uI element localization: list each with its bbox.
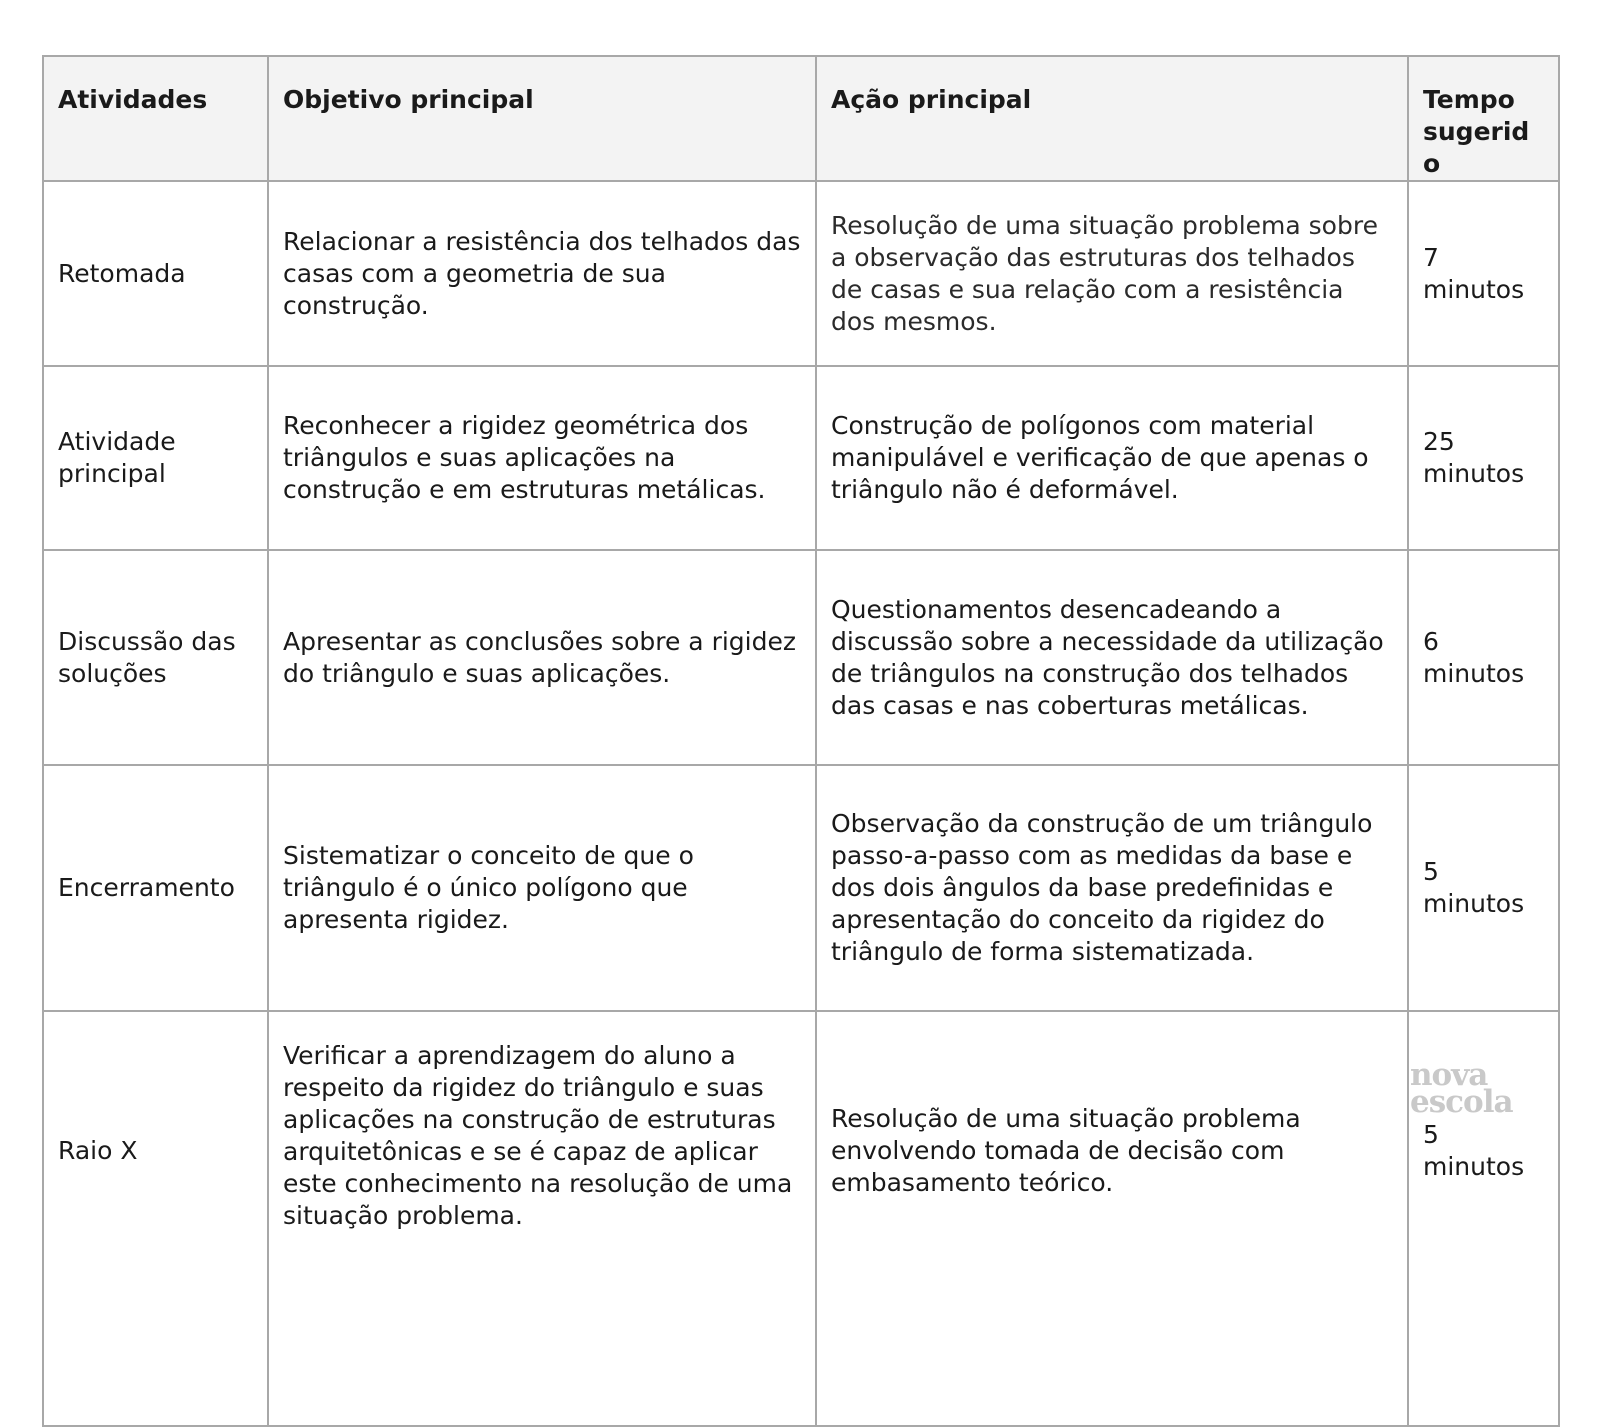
- cell-acao: Resolução de uma situação problema envolvendo tomada de decisão com embasamento teórico.: [816, 1011, 1408, 1426]
- cell-atividade: Encerramento: [43, 765, 268, 1011]
- cell-objetivo: Reconhecer a rigidez geométrica dos triângulos e suas aplicações na construção e em estruturas metálicas.: [268, 366, 816, 550]
- table-row: [43, 765, 1559, 1011]
- cell-objetivo: Verificar a aprendizagem do aluno a respeito da rigidez do triângulo e suas aplicações na construção de estruturas arquitetônicas e se é capaz de aplicar este conhecimento na resolução de uma situação problema.: [268, 1011, 816, 1426]
- table-row: [43, 1011, 1559, 1426]
- watermark-line-1: nova: [1410, 1057, 1488, 1093]
- header-acao: Ação principal: [816, 56, 1408, 181]
- cell-tempo: 5 minutos: [1408, 765, 1559, 1011]
- header-atividades: Atividades: [43, 56, 268, 181]
- table-row: [43, 550, 1559, 765]
- cell-atividade: Retomada: [43, 181, 268, 366]
- cell-tempo: 25 minutos: [1408, 366, 1559, 550]
- table-row: [43, 366, 1559, 550]
- cell-acao: Observação da construção de um triângulo passo-a-passo com as medidas da base e dos dois ângulos da base predefinidas e apresentação do conceito da rigidez do triângulo de forma sistematizada.: [816, 765, 1408, 1011]
- cell-tempo: 5 minutos: [1408, 1011, 1559, 1426]
- lesson-plan-table: [42, 55, 1560, 1427]
- cell-objetivo: Sistematizar o conceito de que o triângulo é o único polígono que apresenta rigidez.: [268, 765, 816, 1011]
- cell-acao: Questionamentos desencadeando a discussão sobre a necessidade da utilização de triângulos na construção dos telhados das casas e nas coberturas metálicas.: [816, 550, 1408, 765]
- table-row: [43, 181, 1559, 366]
- cell-objetivo: Relacionar a resistência dos telhados das casas com a geometria de sua construção.: [268, 181, 816, 366]
- cell-acao: Construção de polígonos com material manipulável e verificação de que apenas o triângulo não é deformável.: [816, 366, 1408, 550]
- header-tempo: Tempo sugerido: [1408, 56, 1559, 181]
- cell-atividade: Discussão das soluções: [43, 550, 268, 765]
- header-objetivo: Objetivo principal: [268, 56, 816, 181]
- cell-tempo: 6 minutos: [1408, 550, 1559, 765]
- cell-acao: Resolução de uma situação problema sobre a observação das estruturas dos telhados de casas e sua relação com a resistência dos mesmos.: [816, 181, 1408, 366]
- cell-objetivo: Apresentar as conclusões sobre a rigidez do triângulo e suas aplicações.: [268, 550, 816, 765]
- watermark-line-2: escola: [1410, 1084, 1513, 1120]
- nova-escola-watermark-logo: [1410, 1057, 1513, 1120]
- table-header-row: [43, 56, 1559, 181]
- cell-tempo: 7 minutos: [1408, 181, 1559, 366]
- cell-atividade: Raio X: [43, 1011, 268, 1426]
- cell-atividade: Atividade principal: [43, 366, 268, 550]
- lesson-plan-table-container: [42, 55, 1558, 1427]
